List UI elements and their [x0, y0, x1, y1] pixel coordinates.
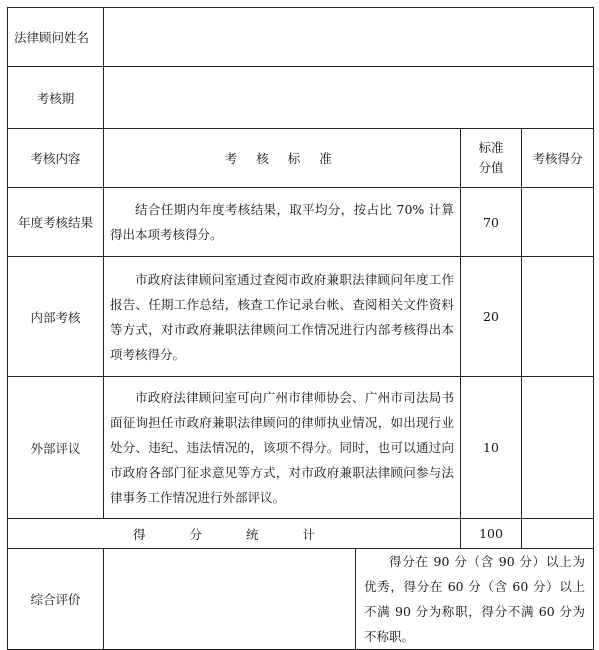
header-standard-score	[461, 129, 522, 188]
total-row	[8, 519, 594, 549]
row-item-annual: 年度考核结果	[8, 188, 104, 257]
adviser-name-row	[8, 8, 594, 67]
row-standard-internal: 市政府法律顾问室通过查阅市政府兼职法律顾问年度工作报告、任期工作总结，核查工作记录台帐、查阅相关文件资料等方式，对市政府兼职法律顾问工作情况进行内部考核得出本项考核得分。	[104, 257, 461, 377]
total-label: 得 分 统 计	[8, 519, 461, 549]
total-score: 100	[461, 519, 522, 549]
row-got-annual[interactable]	[522, 188, 594, 257]
adviser-name-label: 法律顾问姓名	[8, 8, 104, 67]
period-label: 考核期	[8, 67, 104, 129]
header-row	[8, 129, 594, 188]
row-score-annual: 70	[461, 188, 522, 257]
assessment-row	[8, 188, 594, 257]
row-item-internal: 内部考核	[8, 257, 104, 377]
overall-inner-table	[104, 549, 593, 649]
total-got[interactable]	[522, 519, 594, 549]
row-standard-external: 市政府法律顾问室可向广州市律师协会、广州市司法局书面征询担任市政府兼职法律顾问的律师执业情况，如出现行业处分、违纪、违法情况的，该项不得分。同时，也可以通过向市政府各部门征求意见等方式，对市政府兼职法律顾问参与法律事务工作情况进行外部评议。	[104, 377, 461, 519]
row-score-external: 10	[461, 377, 522, 519]
header-standard: 考 核 标 准	[104, 129, 461, 188]
row-item-external: 外部评议	[8, 377, 104, 519]
header-content: 考核内容	[8, 129, 104, 188]
assessment-row	[8, 257, 594, 377]
header-standard-score-line1: 标准	[478, 140, 504, 155]
overall-row	[8, 549, 594, 650]
row-got-internal[interactable]	[522, 257, 594, 377]
header-standard-score-line2: 分值	[478, 160, 504, 175]
header-got-score: 考核得分	[522, 129, 594, 188]
overall-label: 综合评价	[8, 549, 104, 650]
assessment-form-table	[7, 7, 594, 650]
overall-field[interactable]	[104, 549, 356, 649]
row-score-internal: 20	[461, 257, 522, 377]
row-got-external[interactable]	[522, 377, 594, 519]
period-row	[8, 67, 594, 129]
adviser-name-field[interactable]	[104, 8, 594, 67]
period-field[interactable]	[104, 67, 594, 129]
overall-note: 得分在 90 分（含 90 分）以上为优秀，得分在 60 分（含 60 分）以上不满 90 分为称职，得分不满 60 分为不称职。	[364, 554, 585, 644]
row-standard-annual: 结合任期内年度考核结果，取平均分，按占比 70% 计算得出本项考核得分。	[104, 188, 461, 257]
overall-cell	[104, 549, 594, 650]
assessment-row	[8, 377, 594, 519]
